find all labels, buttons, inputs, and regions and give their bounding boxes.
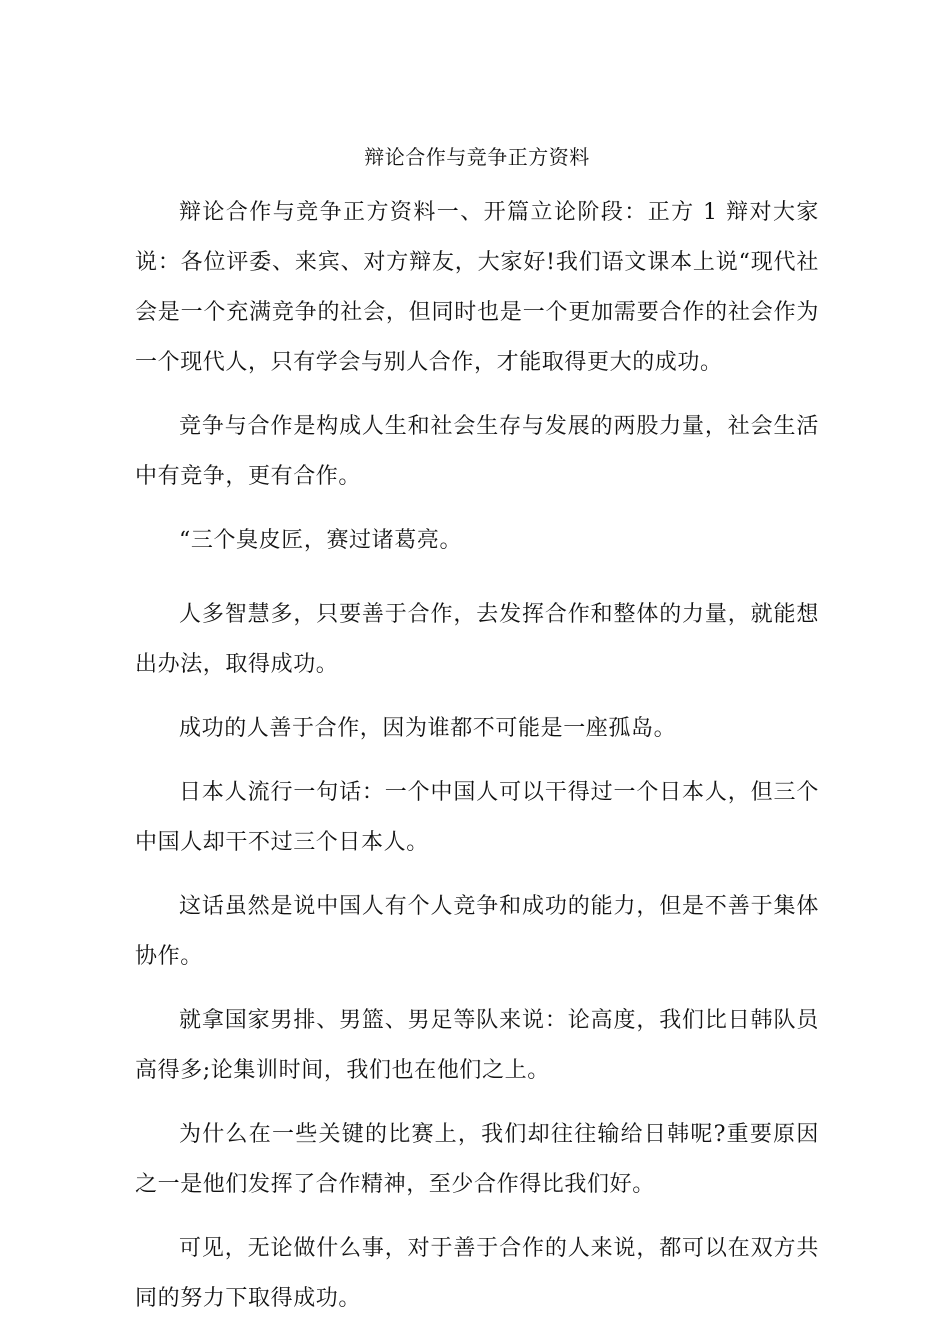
document-title: 辩论合作与竞争正方资料 (364, 145, 590, 169)
paragraph-7: 这话虽然是说中国人有个人竞争和成功的能力，但是不善于集体协作。 (135, 894, 819, 969)
paragraph-10: 可见，无论做什么事，对于善于合作的人来说，都可以在双方共同的努力下取得成功。 (135, 1236, 819, 1311)
paragraph-6: 日本人流行一句话：一个中国人可以干得过一个日本人，但三个中国人却干不过三个日本人。 (135, 780, 819, 855)
paragraph-9: 为什么在一些关键的比赛上，我们却往往输给日韩呢?重要原因之一是他们发挥了合作精神，至少合作得比我们好。 (135, 1122, 819, 1197)
paragraph-4: 人多智慧多，只要善于合作，去发挥合作和整体的力量，就能想出办法，取得成功。 (135, 602, 819, 677)
paragraph-1: 辩论合作与竞争正方资料一、开篇立论阶段：正方 1 辩对大家说：各位评委、来宾、对方辩友，大家好!我们语文课本上说“现代社会是一个充满竞争的社会，但同时也是一个更加需要合作的社会作为一个现代人，只有学会与别人合作，才能取得更大的成功。 (135, 200, 819, 375)
document-body (135, 140, 819, 1338)
paragraph-5: 成功的人善于合作，因为谁都不可能是一座孤岛。 (179, 716, 677, 741)
paragraph-3: “三个臭皮匠，赛过诸葛亮。 (179, 528, 463, 553)
paragraph-8: 就拿国家男排、男篮、男足等队来说：论高度，我们比日韩队员高得多;论集训时间，我们也在他们之上。 (135, 1008, 819, 1083)
paragraph-2: 竞争与合作是构成人生和社会生存与发展的两股力量，社会生活中有竞争，更有合作。 (135, 414, 819, 489)
